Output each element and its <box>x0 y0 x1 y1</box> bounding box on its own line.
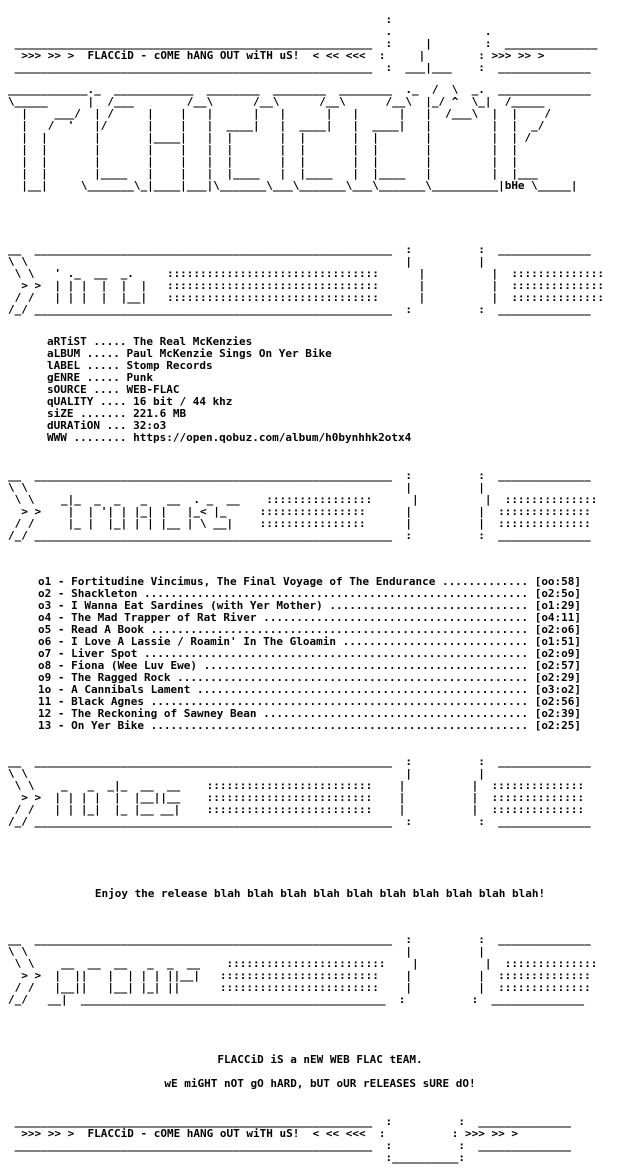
info-quality: qUALITY .... 16 bit / 44 khz <box>47 395 233 408</box>
track-row: 11 - Black Agnes ......................................................... [o2:56] <box>38 695 582 708</box>
info-block <box>47 336 411 444</box>
track-row: o7 - Liver Spot .......................................................... [o2:o9] <box>38 647 582 660</box>
group-line-2: wE miGHT nOT gO hARD, bUT oUR rELEASES sURE dO! <box>164 1077 476 1090</box>
track-row: o5 - Read A Book ......................................................... [o2:o6] <box>38 623 582 636</box>
track-list <box>38 576 581 732</box>
track-row: 1o - A Cannibals Lament .................................................. [o3:o2] <box>38 683 582 696</box>
track-row: o4 - The Mad Trapper of Rat River ........................................ [o4:11] <box>38 611 582 624</box>
info-www: WWW ........ https://open.qobuz.com/album/h0bynhhk2otx4 <box>47 431 412 444</box>
info-size: siZE ....... 221.6 MB <box>47 407 187 420</box>
info-section-banner: __ ______________________________________________________ : : ______________ \ \ | | \ \ ' ._ __ _. :::::::::::::::::::::::::::::::: | | :::::::::::::: > > | | | | | | :::::::::::::::::::::::::::::::: | | :::::::::::::: / / | | | | |__| :::::::::::::::::::::::::::::::: | | :::::::::::::: /_/ ______________________________________________________ : : ______________ <box>8 243 605 316</box>
notes-section-banner: __ ______________________________________________________ : : ______________ \ \ | | \ \ _ _ _|_ __ __ ::::::::::::::::::::::::: | | :::::::::::::: > > | | | | | |__||__ ::::::::::::::::::::::::: | | :::::::::::::: / / | | |_| |_ |__ __| ::::::::::::::::::::::::: | | :::::::::::::: /_/ ______________________________________________________ : : ______________ <box>8 755 591 828</box>
info-artist: aRTiST ..... The Real McKenzies <box>47 335 253 348</box>
track-row: o1 - Fortitudine Vincimus, The Final Voyage of The Endurance ............. [oo:58] <box>38 575 582 588</box>
info-genre: gENRE ..... Punk <box>47 371 153 384</box>
info-source: sOURCE .... WEB-FLAC <box>47 383 180 396</box>
notes-text: Enjoy the release blah blah blah blah blah blah blah blah blah blah! <box>94 887 546 900</box>
track-row: o2 - Shackleton .......................................................... [o2:5o] <box>38 587 582 600</box>
flaccid-logo: ____________._ ____________ ________ ________ ________ ._ / \ _. ______________ \_____ | /___ /__\ /__\ /__\ /__\ |_/ ^ \_| /_____ | ___/ | / | | | | | | | | | /___\ | | / | / ' |/ | | | ____| | ____| | ____| | | | _/ | | | |____| | | | | | | | | | / | | | | | | | | | | | | | | | | | | | | | | | | | | | | | | |____ | | | |____ | |____ | |____ | | |___ |__| \_______\_|____|___|\_______\___\_______\___\_______\__________|bHe \_____| <box>8 83 591 192</box>
track-row: o6 - I Love A Lassie / Roamin' In The Gloamin ............................ [o1:51] <box>38 635 582 648</box>
track-row: o9 - The Ragged Rock ..................................................... [o2:29] <box>38 671 582 684</box>
group-section-banner: __ ______________________________________________________ : : ______________ \ \ | | \ \ __ __ __ _ _ __ :::::::::::::::::::::::: | | :::::::::::::: > > | || | | | | ||__| :::::::::::::::::::::::: | | :::::::::::::: / / |__|| |__| |_| || :::::::::::::::::::::::: | | :::::::::::::: /_/ __| ______________________________________________ : : ______________ <box>8 933 598 1006</box>
info-label: lABEL ..... Stomp Records <box>47 359 213 372</box>
track-row: 12 - The Reckoning of Sawney Bean ........................................ [o2:39] <box>38 707 582 720</box>
tracks-section-banner: __ ______________________________________________________ : : ______________ \ \ | | \ \ _|_ _ _ _ __ . _ __ :::::::::::::::: | | :::::::::::::: > > | | '| | |_| | |_< |_ :::::::::::::::: | | :::::::::::::: / / |_ | |_| | | |__ | \ __| :::::::::::::::: | | :::::::::::::: /_/ ______________________________________________________ : : ______________ <box>8 469 598 542</box>
track-row: o3 - I Wanna Eat Sardines (with Yer Mother) .............................. [o1:29] <box>38 599 582 612</box>
footer-banner: ______________________________________________________ : : ______________ >>> >> > FLACCiD - cOME hANG oUT wiTH uS! < << <<< : : >>> >> > ______________________________________________________ : : ______________ :__________: <box>14 1115 571 1164</box>
header-banner: : . . ______________________________________________________ : | : ______________ >>> >> > FLACCiD - cOME hANG OUT wiTH uS! < << <<< : | : >>> >> > ______________________________________________________ : ___|___ : ______________ <box>14 13 598 74</box>
info-album: aLBUM ..... Paul McKenzie Sings On Yer Bike <box>47 347 332 360</box>
info-duration: dURATiON ... 32:o3 <box>47 419 167 432</box>
group-line-1: FLACCiD iS a nEW WEB FLAC tEAM. <box>217 1053 423 1066</box>
track-row: 13 - On Yer Bike ......................................................... [o2:25] <box>38 719 582 732</box>
track-row: o8 - Fiona (Wee Luv Ewe) ................................................. [o2:57] <box>38 659 582 672</box>
